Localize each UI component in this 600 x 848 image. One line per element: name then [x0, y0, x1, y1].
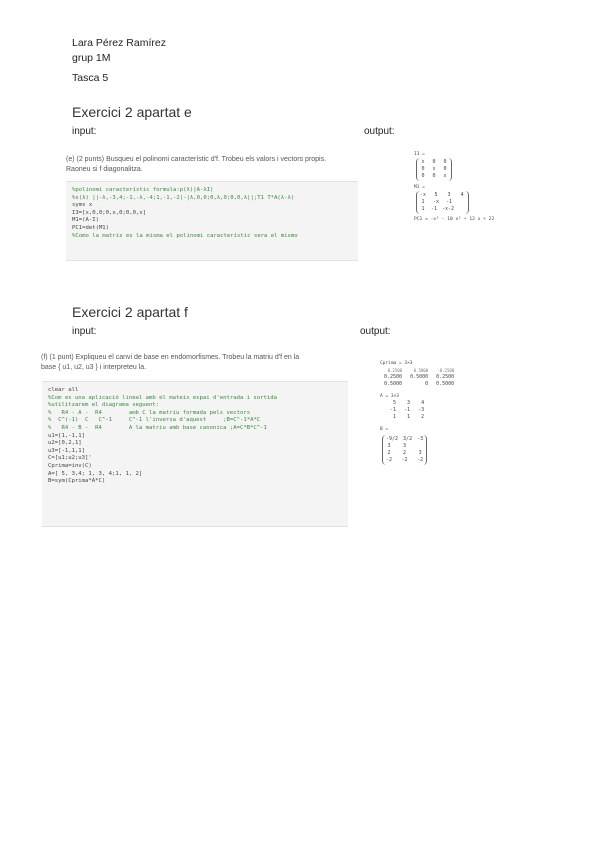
matrix-cell: 0 — [421, 173, 425, 179]
code-line: % R4 - A - R4 amb C la matriu formada pels vectors — [48, 409, 251, 416]
matrix-cell: -9/2 — [386, 436, 399, 442]
matrix-cell: -2 — [401, 457, 408, 463]
code-line: A=[ 5, 3,4; 1, 3, 4;1, 1, 2] — [48, 470, 143, 477]
code-line: M1=(A-I) — [72, 217, 99, 224]
section-f-input-label: input: — [72, 326, 97, 337]
table-cell: 2 — [421, 414, 425, 420]
code-line: B=sym(Cprima*A*C) — [48, 478, 106, 485]
section-e-output — [414, 152, 524, 223]
matrix-row — [386, 457, 423, 464]
problem-line: Raoneu si f diagonalitza. — [66, 166, 143, 173]
author-name: Lara Pérez Ramírez — [72, 37, 166, 49]
matrix-cell: -x-2 — [442, 206, 455, 212]
code-line: u1=[1,-1,1] — [48, 432, 86, 439]
matrix-cell — [417, 443, 423, 450]
section-e-output-label: output: — [364, 126, 395, 137]
output-i3-matrix — [416, 158, 452, 181]
table-row — [380, 381, 458, 388]
matrix-row — [420, 173, 448, 180]
table-row — [386, 407, 428, 414]
problem-line: (f) (1 punt) Expliqueu el canvi de base en endomorfismes. Trobeu la matriu d'f en la — [41, 354, 300, 361]
table-cell: 4 — [421, 400, 425, 406]
output-a-table — [386, 400, 428, 421]
table-cell: 0 — [425, 381, 429, 387]
matrix-cell: x — [443, 173, 447, 179]
output-pc1: PC1 = -x³ - 10 x² + 12 x + 22 — [414, 217, 495, 222]
matrix-cell: 3 — [447, 192, 451, 198]
matrix-cell: -x — [420, 192, 427, 198]
code-line: PC1=det(M1) — [72, 224, 110, 231]
code-line: C=[u1;u2;u3]' — [48, 455, 92, 462]
code-line: %Com es una aplicació lineal amb el mateix espai d'entrada i sortida — [48, 394, 278, 401]
table-header-cell: 0.5000 — [413, 368, 429, 373]
matrix-cell: -x — [433, 199, 440, 205]
table-cell: 0.2500 — [384, 374, 403, 380]
matrix-row — [420, 159, 448, 166]
code-line: %polinomi característic formula:p(λ)|A-λI| — [72, 187, 214, 193]
section-e-input-label: input: — [72, 126, 97, 137]
code-line: u2=[0,2,1] — [48, 440, 82, 447]
section-f-output-label: output: — [360, 326, 391, 337]
output-cprima-label: Cprima = 3×3 — [380, 361, 413, 366]
matrix-cell: x — [421, 159, 425, 165]
table-cell: 0.5000 — [410, 374, 429, 380]
matrix-row — [420, 166, 448, 173]
code-line: u3=[-1,1,1] — [48, 447, 86, 454]
table-cell: -3 — [418, 407, 425, 413]
matrix-row — [386, 443, 423, 450]
table-cell: -1 — [390, 407, 397, 413]
matrix-row — [386, 450, 423, 457]
code-line: % C^(-1) C C^-1 C^-1 l'inversa d'aquest ;B=C^-1*A*C — [48, 417, 261, 424]
code-line: Cprima=inv(C) — [48, 462, 92, 469]
output-m1-matrix — [416, 191, 469, 214]
code-line: clear all — [48, 387, 79, 393]
table-row — [386, 400, 428, 407]
matrix-cell: 1 — [421, 199, 425, 205]
matrix-cell: 3/2 — [403, 436, 413, 442]
matrix-cell — [459, 199, 465, 206]
matrix-row — [386, 436, 423, 443]
problem-line: base { u1, u2, u3 } i interpreteu la. — [41, 364, 147, 371]
table-header-cell: 0.2500 — [387, 368, 403, 373]
matrix-cell: -2 — [417, 457, 424, 463]
table-cell: 3 — [407, 400, 411, 406]
table-row — [380, 374, 458, 381]
output-cprima-table — [380, 367, 458, 388]
section-f-title: Exercici 2 apartat f — [72, 304, 188, 320]
matrix-row — [420, 199, 465, 206]
matrix-cell: 0 — [432, 159, 436, 165]
table-cell: 0.2500 — [436, 374, 455, 380]
code-line: syms x — [72, 202, 93, 209]
group-label: grup 1M — [72, 52, 111, 64]
matrix-cell: x — [432, 166, 436, 172]
output-b-matrix — [382, 435, 427, 465]
matrix-cell — [459, 206, 465, 213]
matrix-cell: 2 — [387, 450, 391, 456]
matrix-cell: -1 — [446, 199, 453, 205]
matrix-cell: 3 — [403, 443, 407, 449]
code-line: % R4 - B - R4 A la matriu amb base canonica ;A=C*B*C^-1 — [48, 424, 267, 431]
section-f-output — [380, 361, 510, 465]
section-e-code-block — [66, 181, 358, 261]
matrix-row — [420, 206, 465, 213]
matrix-cell: 5 — [434, 192, 438, 198]
section-f-problem — [41, 353, 351, 373]
table-cell: 5 — [393, 400, 397, 406]
output-i3-label: I3 = — [414, 152, 425, 157]
output-m1-label: M1 = — [414, 185, 425, 190]
code-line: I3=[x,0,0;0,x,0;0,0,x] — [72, 209, 147, 216]
section-f-code-block — [42, 381, 348, 527]
output-b-label: B = — [380, 427, 389, 432]
matrix-row — [420, 192, 465, 199]
matrix-cell: 3 — [387, 443, 391, 449]
matrix-cell: -3 — [417, 436, 424, 442]
task-label: Tasca 5 — [72, 72, 109, 84]
matrix-cell: 0 — [443, 159, 447, 165]
matrix-cell: 0 — [443, 166, 447, 172]
table-cell: 0.5000 — [436, 381, 455, 387]
matrix-cell: 4 — [460, 192, 464, 198]
code-line: %s(λ) ||-λ,-3,4;-1,-λ,-4;1,-1,-2|-|λ,0,0;0,λ,0;0,0,λ||;T1 T*A(λ-λ) — [72, 194, 295, 201]
code-line: %utilitzarem el diagrama seguent: — [48, 402, 160, 409]
matrix-cell: 0 — [432, 173, 436, 179]
table-cell: 0.5000 — [384, 381, 403, 387]
matrix-cell: 2 — [403, 450, 407, 456]
table-cell: 1 — [393, 414, 397, 420]
matrix-cell: 3 — [418, 450, 422, 456]
table-cell: -1 — [404, 407, 411, 413]
section-e-title: Exercici 2 apartat e — [72, 104, 192, 120]
problem-line: (e) (2 punts) Busqueu el polinomi característic d'f. Trobeu els valors i vectors propis. — [66, 156, 327, 163]
output-a-label: A = 3×3 — [380, 394, 399, 399]
matrix-cell: 1 — [421, 206, 425, 212]
matrix-cell: -2 — [386, 457, 393, 463]
matrix-cell: -1 — [431, 206, 438, 212]
code-line: %Como la matriz es la misma el polinomi característic sera el mismo — [72, 232, 298, 239]
table-row — [386, 414, 428, 421]
section-e-problem — [66, 155, 376, 175]
matrix-cell: 0 — [421, 166, 425, 172]
table-cell: 1 — [407, 414, 411, 420]
table-header-cell: -0.2500 — [437, 368, 455, 373]
